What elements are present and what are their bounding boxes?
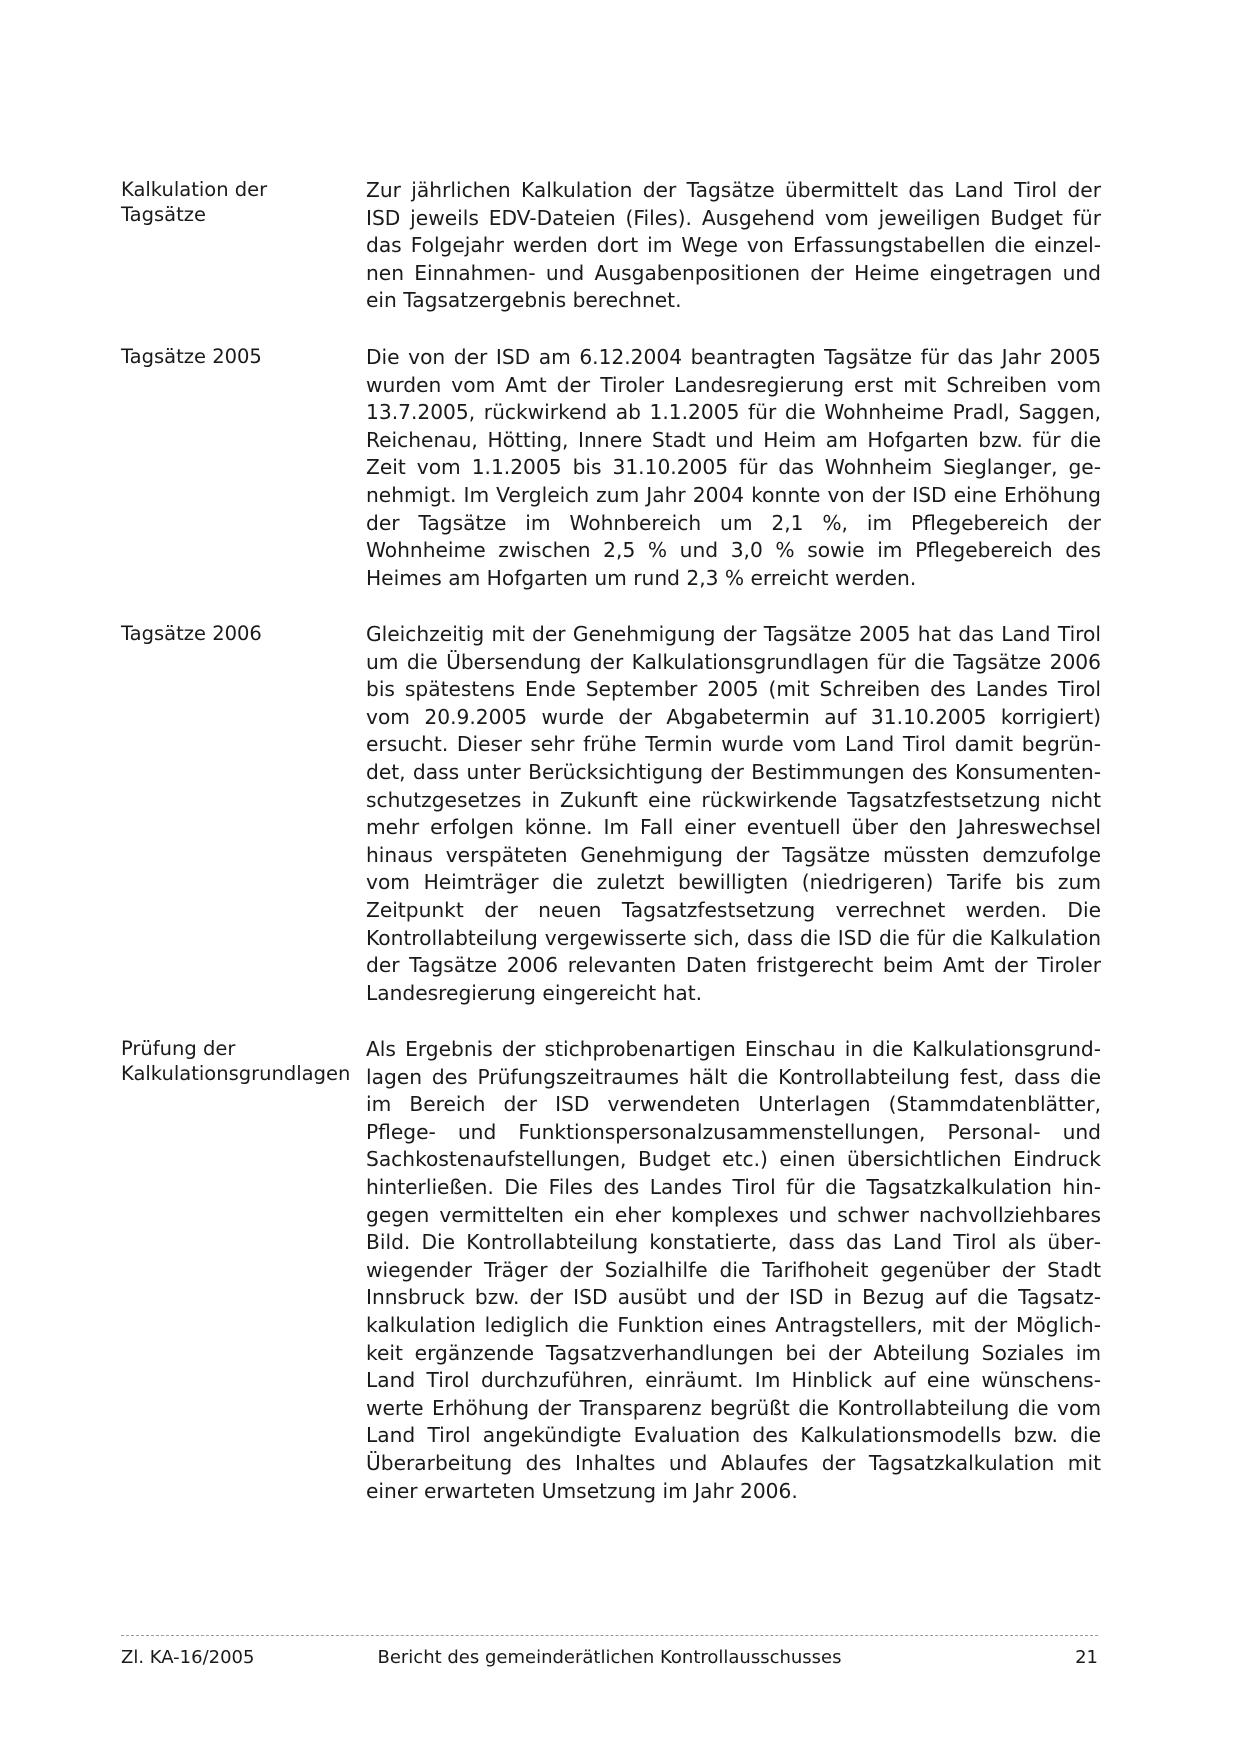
footer-divider: [121, 1635, 1098, 1636]
margin-label: Tagsätze 2005: [121, 345, 262, 368]
page-number: 21: [1075, 1647, 1098, 1668]
body-paragraph: Als Ergebnis der stichprobenartigen Einschau in die Kalkulationsgrundlagen des Prüfungszeitraumes hält die Kontrollabteilung fest, dass die im Bereich der ISD verwendeten Unterlagen (Stammdatenblätter, Pflege- und Funktionspersonalzusammenstellungen, Personal- und Sachkostenaufstellungen, Budget etc.) einen übersichtlichen Eindruck hinterließen. Die Files des Landes Tirol für die Tagsatzkalkulation hingegen vermittelten ein eher komplexes und schwer nachvollziehbares Bild. Die Kontrollabteilung konstatierte, dass das Land Tirol als überwiegender Träger der Sozialhilfe die Tarifhoheit gegenüber der Stadt Innsbruck bzw. der ISD ausübt und der ISD in Bezug auf die Tagsatzkalkulation lediglich die Funktion eines Antragstellers, mit der Möglichkeit ergänzende Tagsatzverhandlungen bei der Abteilung Soziales im Land Tirol durchzuführen, einräumt. Im Hinblick auf eine wünschenswerte Erhöhung der Transparenz begrüßt die Kontrollabteilung die vom Land Tirol angekündigte Evaluation des Kalkulationsmodells bzw. die Überarbeitung des Inhaltes und Ablaufes der Tagsatzkalkulation mit einer erwarteten Umsetzung im Jahr 2006.: [366, 1037, 1101, 1503]
margin-label: Tagsätze 2006: [121, 622, 262, 645]
margin-label: Prüfung der Kalkulationsgrundlagen: [121, 1037, 351, 1085]
body-paragraph: Gleichzeitig mit der Genehmigung der Tagsätze 2005 hat das Land Tirol um die Übersendung der Kalkulationsgrundlagen für die Tagsätze 2006 bis spätestens Ende September 2005 (mit Schreiben des Landes Tirol vom 20.9.2005 wurde der Abgabetermin auf 31.10.2005 korrigiert) ersucht. Dieser sehr frühe Termin wurde vom Land Tirol damit begründet, dass unter Berücksichtigung der Bestimmungen des Konsumentenschutzgesetzes in Zukunft eine rückwirkende Tagsatzfestsetzung nicht mehr erfolgen könne. Im Fall einer eventuell über den Jahreswechsel hinaus verspäteten Genehmigung der Tagsätze müssten demzufolge vom Heimträger die zuletzt bewilligten (niedrigeren) Tarife bis zum Zeitpunkt der neuen Tagsatzfestsetzung verrechnet werden. Die Kontrollabteilung vergewisserte sich, dass die ISD die für die Kalkulation der Tagsätze 2006 relevanten Daten fristgerecht beim Amt der Tiroler Landesregierung eingereicht hat.: [366, 622, 1101, 1005]
margin-label: Kalkulation der Tagsätze: [121, 178, 268, 226]
page-footer: [121, 1646, 1098, 1672]
footer-reference: Zl. KA-16/2005: [121, 1647, 255, 1668]
body-paragraph: Zur jährlichen Kalkulation der Tagsätze übermittelt das Land Tirol der ISD jeweils EDV-Dateien (Files). Ausgehend vom jeweiligen Budget für das Folgejahr werden dort im Wege von Erfassungstabellen die einzelnen Einnahmen- und Ausgabenpositionen der Heime eingetragen und ein Tagsatzergebnis berechnet.: [366, 178, 1101, 313]
body-paragraph: Die von der ISD am 6.12.2004 beantragten Tagsätze für das Jahr 2005 wurden vom Amt der Tiroler Landesregierung erst mit Schreiben vom 13.7.2005, rückwirkend ab 1.1.2005 für die Wohnheime Pradl, Saggen, Reichenau, Hötting, Innere Stadt und Heim am Hofgarten bzw. für die Zeit vom 1.1.2005 bis 31.10.2005 für das Wohnheim Sieglanger, genehmigt. Im Vergleich zum Jahr 2004 konnte von der ISD eine Erhöhung der Tagsätze im Wohnbereich um 2,1 %, im Pflegebereich der Wohnheime zwischen 2,5 % und 3,0 % sowie im Pflegebereich des Heimes am Hofgarten um rund 2,3 % erreicht werden.: [366, 345, 1101, 590]
footer-title: Bericht des gemeinderätlichen Kontrollausschusses: [377, 1647, 842, 1668]
